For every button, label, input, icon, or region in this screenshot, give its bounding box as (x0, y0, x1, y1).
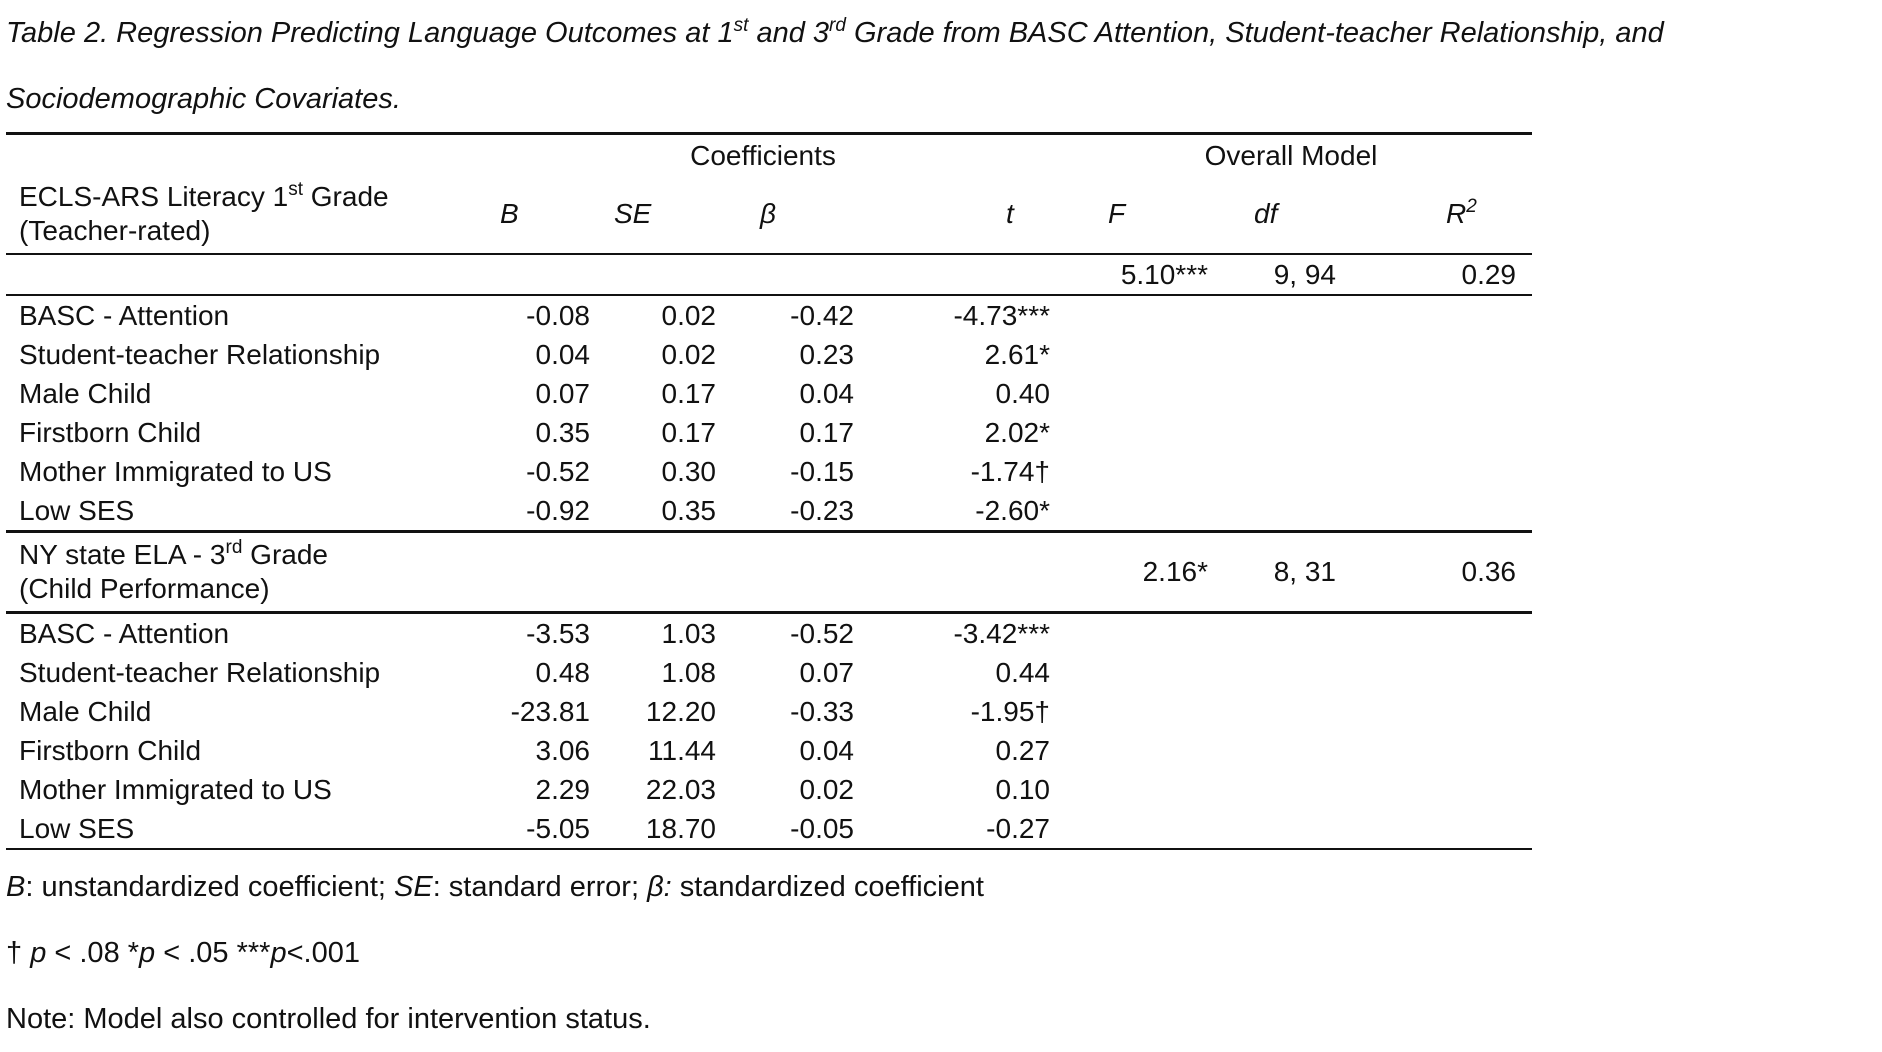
table-row (6, 770, 1532, 809)
cell-beta: -0.05 (716, 809, 854, 849)
cell-B: -3.53 (526, 618, 590, 649)
cell-B: -0.08 (526, 300, 590, 331)
cell-B: 3.06 (535, 735, 590, 766)
cell-B: -5.05 (476, 809, 590, 849)
section1-R2: 0.29 (1364, 254, 1532, 295)
table-row (6, 491, 1532, 532)
header-t: t (854, 175, 1050, 254)
row-label: Student-teacher Relationship (19, 657, 381, 688)
section1-rows (6, 295, 1532, 532)
row-label: Firstborn Child (19, 417, 202, 448)
cell-beta: 0.04 (799, 735, 854, 766)
cell-SE: 0.02 (661, 339, 716, 370)
table-row (6, 653, 1532, 692)
table-row (6, 692, 1532, 731)
table-row (6, 613, 1532, 654)
footnote-significance: † p < .08 *p < .05 ***p<.001 (6, 937, 360, 969)
header-R2: $R^2$ (1364, 175, 1532, 254)
overall-model-group-header: Overall Model (1050, 134, 1532, 176)
cell-beta: -0.15 (790, 456, 854, 487)
header-SE: SE (590, 175, 716, 254)
cell-SE: 1.08 (661, 657, 716, 688)
section2-label: NY state ELA - 3rd Grade (Child Performance) (6, 532, 476, 613)
cell-B: 0.48 (535, 657, 590, 688)
cell-SE: 1.03 (661, 618, 716, 649)
cell-B: 0.07 (535, 378, 590, 409)
row-label: Male Child (19, 378, 152, 409)
cell-B: -23.81 (510, 696, 590, 727)
section1-df: 9, 94 (1208, 254, 1364, 295)
cell-B: -0.52 (526, 456, 590, 487)
row-label: BASC - Attention (19, 300, 230, 331)
section2-header-row (6, 532, 1532, 613)
row-label: Student-teacher Relationship (19, 339, 381, 370)
cell-t: -3.42*** (953, 618, 1050, 649)
column-header-row (6, 175, 1532, 254)
footnote-note: Note: Model also controlled for intervention status. (6, 1003, 651, 1035)
section2-df: 8, 31 (1208, 532, 1364, 613)
cell-t: 0.27 (995, 735, 1050, 766)
table-row (6, 335, 1532, 374)
section2-F: 2.16* (1050, 532, 1208, 613)
cell-SE: 11.44 (648, 735, 716, 766)
cell-beta: -0.42 (790, 300, 854, 331)
group-header-row (6, 134, 1532, 176)
regression-table (6, 132, 1532, 850)
row-label: Mother Immigrated to US (19, 774, 332, 805)
coefficients-group-header: Coefficients (476, 134, 1050, 176)
section2-R2: 0.36 (1364, 532, 1532, 613)
table-footnotes (6, 854, 1876, 1052)
cell-SE: 0.17 (661, 378, 716, 409)
table-caption: Table 2. Regression Predicting Language Outcomes at 1st and 3rd Grade from BASC Attention, Student-teacher Relationship, and Sociodemographic Covariates. (6, 15, 1664, 115)
row-label: BASC - Attention (19, 618, 230, 649)
cell-SE: 0.30 (661, 456, 716, 487)
cell-SE: 0.02 (661, 300, 716, 331)
section1-label: ECLS-ARS Literacy 1st Grade (Teacher-rated) (6, 175, 476, 254)
cell-t: -1.74† (970, 456, 1050, 487)
row-label: Low SES (6, 809, 476, 849)
row-label: Firstborn Child (19, 735, 202, 766)
table-row (6, 374, 1532, 413)
header-F: F (1050, 175, 1208, 254)
cell-B: 0.04 (535, 339, 590, 370)
table-row (6, 295, 1532, 335)
row-label: Low SES (19, 495, 135, 526)
table-row (6, 413, 1532, 452)
row-label: Mother Immigrated to US (19, 456, 332, 487)
header-B: B (476, 175, 590, 254)
section1-model-fit-row (6, 254, 1532, 295)
cell-SE: 22.03 (645, 774, 716, 805)
cell-beta: -0.52 (790, 618, 854, 649)
cell-t: -0.27 (854, 809, 1050, 849)
cell-t: 0.44 (995, 657, 1050, 688)
cell-beta: -0.33 (790, 696, 854, 727)
header-beta: β (716, 175, 854, 254)
cell-t: -2.60* (975, 495, 1050, 526)
header-df: df (1208, 175, 1364, 254)
cell-t: 0.10 (995, 774, 1050, 805)
cell-t: 2.02* (984, 417, 1050, 448)
row-label: Male Child (19, 696, 152, 727)
table-row (6, 452, 1532, 491)
cell-beta: 0.23 (799, 339, 854, 370)
cell-B: 2.29 (535, 774, 590, 805)
cell-SE: 0.17 (661, 417, 716, 448)
section1-F: 5.10*** (1050, 254, 1208, 295)
cell-t: -1.95† (970, 696, 1050, 727)
cell-B: 0.35 (535, 417, 590, 448)
section2-rows (6, 613, 1532, 850)
cell-B: -0.92 (526, 495, 590, 526)
table-row (6, 731, 1532, 770)
cell-beta: 0.02 (799, 774, 854, 805)
cell-beta: 0.17 (799, 417, 854, 448)
cell-beta: 0.07 (799, 657, 854, 688)
cell-SE: 12.20 (645, 696, 716, 727)
cell-beta: -0.23 (790, 495, 854, 526)
cell-SE: 0.35 (661, 495, 716, 526)
document-page (6, 0, 1876, 1052)
cell-t: 0.40 (995, 378, 1050, 409)
cell-beta: 0.04 (799, 378, 854, 409)
cell-SE: 18.70 (590, 809, 716, 849)
footnote-abbreviations: B: unstandardized coefficient; SE: standard error; β: standardized coefficient (6, 871, 984, 903)
cell-t: 2.61* (984, 339, 1050, 370)
cell-t: -4.73*** (953, 300, 1050, 331)
table-row (6, 809, 1532, 849)
